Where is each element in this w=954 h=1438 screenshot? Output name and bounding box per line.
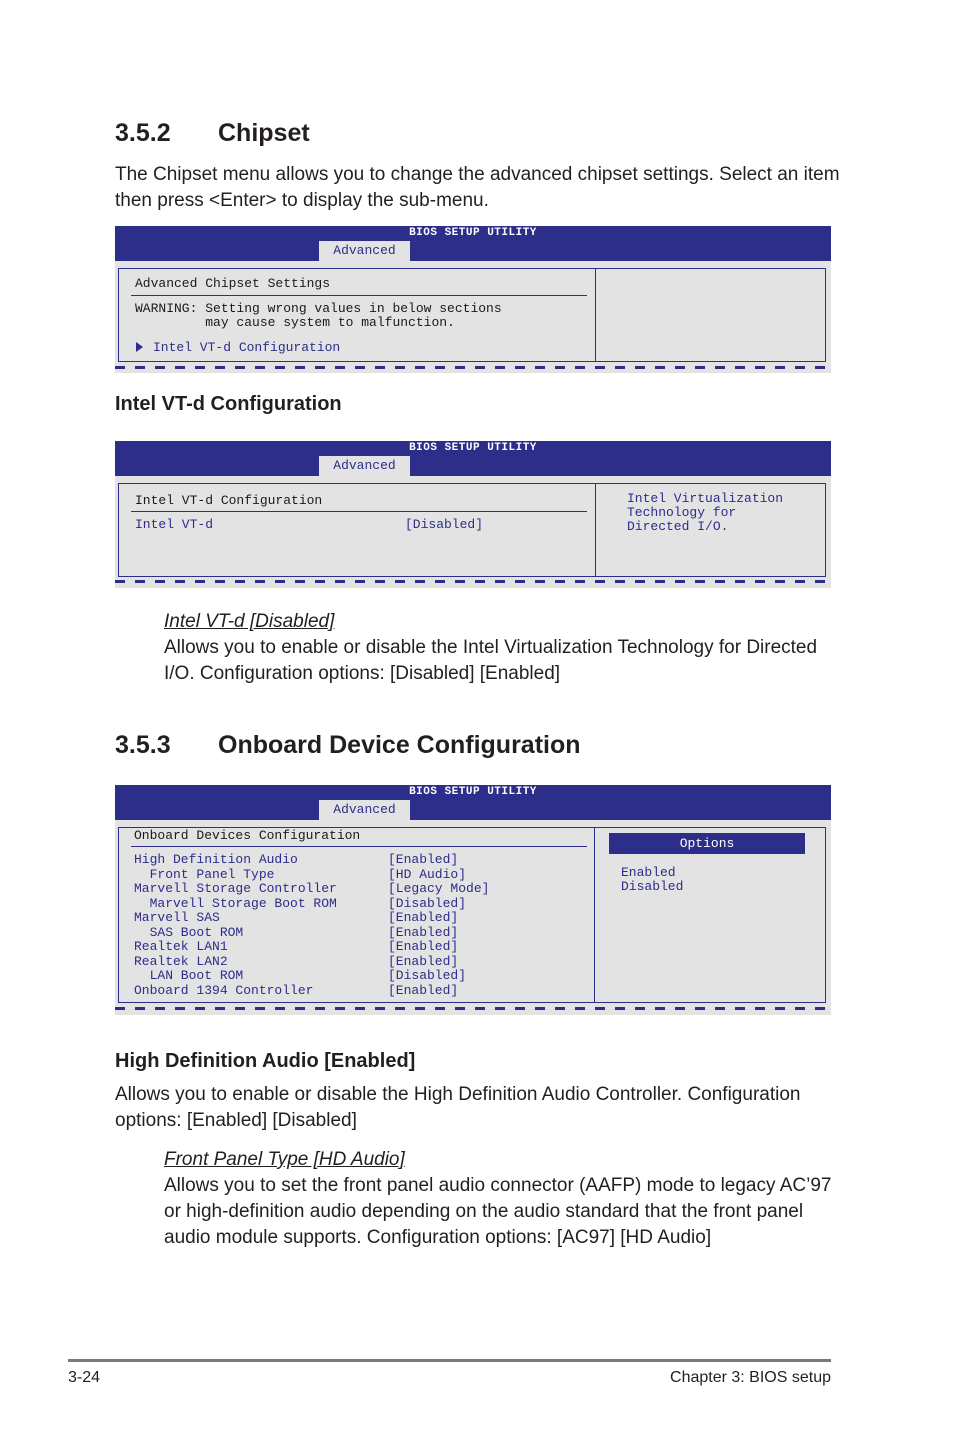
item-intel-vtd-value[interactable]: [Disabled]	[405, 517, 484, 532]
submenu-arrow-icon	[136, 342, 143, 352]
screen-cut-edge	[115, 580, 831, 583]
heading-underline	[131, 846, 587, 847]
screen-cut-edge	[115, 1007, 831, 1010]
panel-divider	[594, 827, 595, 1003]
section-number: 3.5.2	[115, 119, 171, 147]
item-value[interactable]: [Enabled]	[388, 953, 459, 969]
item-value[interactable]: [Legacy Mode]	[388, 881, 490, 896]
options-header: Options	[609, 833, 805, 854]
option-enabled[interactable]: Enabled	[621, 865, 676, 880]
bios-screen-onboard	[115, 785, 831, 1015]
item-label[interactable]: Marvell Storage Controller	[134, 881, 337, 896]
vtd-description	[164, 609, 844, 687]
section-number: 3.5.3	[115, 731, 171, 759]
item-label[interactable]: Front Panel Type	[134, 866, 275, 882]
item-value[interactable]: [Enabled]	[388, 982, 459, 998]
item-label[interactable]: Realtek LAN2	[134, 953, 228, 969]
help-text-line-2: Technology for	[627, 505, 737, 520]
bios-utility-title: BIOS SETUP UTILITY	[409, 227, 537, 239]
item-value[interactable]: [Enabled]	[388, 852, 459, 867]
item-value[interactable]: [Enabled]	[388, 924, 459, 940]
page-number: 3-24	[68, 1369, 101, 1386]
warning-line-2: may cause system to malfunction.	[135, 315, 455, 330]
item-value[interactable]: [Disabled]	[388, 895, 467, 911]
item-label[interactable]: High Definition Audio	[134, 852, 298, 867]
item-intel-vtd-label[interactable]: Intel VT-d	[135, 517, 214, 532]
footer-rule	[68, 1359, 831, 1362]
section-heading-onboard	[115, 730, 581, 760]
bios-utility-title: BIOS SETUP UTILITY	[409, 442, 537, 454]
subsection-heading-vtd: Intel VT-d Configuration	[115, 393, 342, 415]
option-disabled[interactable]: Disabled	[621, 879, 684, 894]
heading-underline	[131, 511, 587, 512]
fpt-subheading: Front Panel Type [HD Audio]	[164, 1149, 405, 1170]
help-text-line-3: Directed I/O.	[627, 519, 729, 534]
bios-screen-vtd	[115, 441, 831, 588]
section-title: Onboard Device Configuration	[218, 731, 581, 759]
help-text-line-1: Intel Virtualization	[627, 491, 784, 506]
bios-screen-chipset	[115, 226, 831, 373]
item-value[interactable]: [Enabled]	[388, 939, 459, 954]
section-heading-chipset	[115, 118, 310, 148]
tab-advanced[interactable]: Advanced	[319, 241, 410, 261]
submenu-intel-vtd[interactable]: Intel VT-d Configuration	[153, 340, 341, 355]
fpt-description	[164, 1147, 844, 1251]
panel-heading: Onboard Devices Configuration	[134, 828, 361, 843]
section-title: Chipset	[218, 119, 310, 147]
panel-divider	[595, 483, 596, 577]
bios-utility-title: BIOS SETUP UTILITY	[409, 786, 537, 798]
subsection-heading-hda: High Definition Audio [Enabled]	[115, 1050, 416, 1072]
chipset-intro: The Chipset menu allows you to change the advanced chipset settings. Select an item then press <Enter> to display the sub-menu.	[115, 164, 840, 211]
item-label[interactable]: Realtek LAN1	[134, 939, 228, 954]
panel-heading: Intel VT-d Configuration	[135, 493, 323, 508]
fpt-description-text: Allows you to set the front panel audio connector (AAFP) mode to legacy AC’97 or high-definition audio depending on the audio standard that the front panel audio module supports. Configuration options: [AC97] [HD Audio]	[164, 1175, 832, 1248]
item-value[interactable]: [HD Audio]	[388, 866, 467, 882]
item-label[interactable]: Marvell Storage Boot ROM	[134, 895, 337, 911]
hda-description: Allows you to enable or disable the High Definition Audio Controller. Configuration options: [Enabled] [Disabled]	[115, 1084, 801, 1131]
item-label[interactable]: LAN Boot ROM	[134, 968, 244, 983]
item-label[interactable]: SAS Boot ROM	[134, 924, 244, 940]
warning-line-1: WARNING: Setting wrong values in below sections	[135, 301, 502, 316]
heading-underline	[131, 295, 587, 296]
tab-advanced[interactable]: Advanced	[319, 800, 410, 820]
vtd-description-text: Allows you to enable or disable the Intel Virtualization Technology for Directed I/O. Configuration options: [Disabled] [Enabled]	[164, 637, 818, 684]
item-label[interactable]: Onboard 1394 Controller	[134, 982, 314, 998]
panel-heading: Advanced Chipset Settings	[135, 276, 331, 291]
chapter-label: Chapter 3: BIOS setup	[670, 1369, 831, 1386]
item-label[interactable]: Marvell SAS	[134, 910, 220, 925]
screen-cut-edge	[115, 366, 831, 369]
vtd-subheading: Intel VT-d [Disabled]	[164, 611, 335, 632]
tab-advanced[interactable]: Advanced	[319, 456, 410, 476]
panel-divider	[595, 268, 596, 362]
item-value[interactable]: [Enabled]	[388, 910, 459, 925]
item-value[interactable]: [Disabled]	[388, 968, 467, 983]
